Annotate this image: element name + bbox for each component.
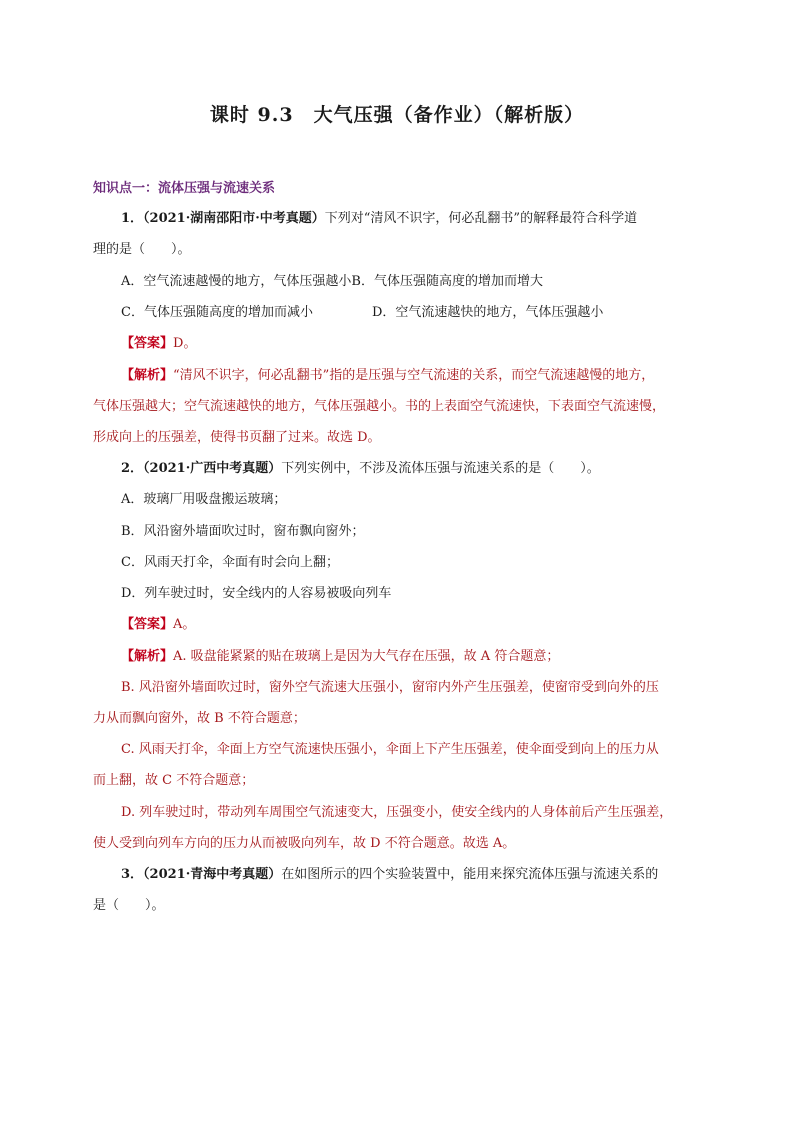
q1-answer-label: 【答案】 <box>121 336 174 351</box>
q3-stem: 在如图所示的四个实验装置中，能用来探究流体压强与流速关系的 <box>281 867 659 882</box>
q2-number: 2． <box>121 461 144 476</box>
q2-analysis-d-line1: D. 列车驶过时，带动列车周围空气流速变大，压强变小，使安全线内的人身体前后产生压强差， <box>121 805 673 820</box>
q1-analysis-text: “清风不识字，何必乱翻书”指的是压强与空气流速的关系，而空气流速越慢的地方， <box>173 368 655 383</box>
q2-source: （2021·广西中考真题） <box>143 461 282 476</box>
q1-options-ab <box>121 270 543 289</box>
q2-analysis-a-text: A. 吸盘能紧紧的贴在玻璃上是因为大气存在压强，故 A 符合题意； <box>173 649 560 664</box>
q1-analysis-line3: 形成向上的压强差，使得书页翻了过来。故选 D。 <box>93 430 381 445</box>
q1-option-d: D．空气流速越快的地方，气体压强越小 <box>372 305 604 320</box>
q1-option-b: B．气体压强随高度的增加而增大 <box>351 274 543 289</box>
q2-option-c: C．风雨天打伞，伞面有时会向上翻； <box>121 555 339 570</box>
q2-option-b: B．风沿窗外墙面吹过时，窗布飘向窗外； <box>121 524 365 539</box>
q1-option-a: A．空气流速越慢的地方，气体压强越小 <box>121 274 352 289</box>
section-heading: 知识点一：流体压强与流速关系 <box>93 181 276 196</box>
q2-analysis-c-line2: 而上翻，故 C 不符合题意； <box>93 773 255 788</box>
q2-answer <box>121 613 195 632</box>
q1-number: 1． <box>121 211 144 226</box>
q1-stem: 下列对“清风不识字，何必乱翻书”的解释最符合科学道 <box>324 211 638 226</box>
q2-analysis-b-line1: B. 风沿窗外墙面吹过时，窗外空气流速大压强小，窗帘内外产生压强差，使窗帘受到向外的压 <box>121 680 659 695</box>
q2-analysis-b-line2: 力从而飘向窗外，故 B 不符合题意； <box>93 711 306 726</box>
q1-option-c: C．气体压强随高度的增加而减小 <box>121 305 313 320</box>
q1-analysis-line1 <box>121 364 654 383</box>
q1-source: （2021·湖南邵阳市·中考真题） <box>143 211 325 226</box>
q2-answer-label: 【答案】 <box>121 617 174 632</box>
q1-analysis-line2: 气体压强越大；空气流速越快的地方，气体压强越小。书的上表面空气流速快，下表面空气流速慢， <box>93 399 666 414</box>
q1-stem-line1 <box>121 207 637 226</box>
q3-number: 3． <box>121 867 144 882</box>
q2-analysis-d-line2: 使人受到向列车方向的压力从而被吸向列车，故 D 不符合题意。故选 A。 <box>93 836 516 851</box>
q2-option-d: D．列车驶过时，安全线内的人容易被吸向列车 <box>121 586 392 601</box>
q2-option-a: A．玻璃厂用吸盘搬运玻璃； <box>121 492 287 507</box>
q2-answer-value: A。 <box>173 617 196 632</box>
q3-source: （2021·青海中考真题） <box>143 867 282 882</box>
q2-stem-text: 下列实例中，不涉及流体压强与流速关系的是（ ）。 <box>281 461 600 476</box>
q3-stem-line1 <box>121 863 658 882</box>
page-title: 课时 9.3 大气压强（备作业）（解析版） <box>209 104 585 126</box>
q1-stem-line2: 理的是（ ）。 <box>93 242 191 257</box>
q1-answer-value: D。 <box>173 336 197 351</box>
q2-analysis-c-line1: C. 风雨天打伞，伞面上方空气流速快压强小，伞面上下产生压强差，使伞面受到向上的压力从 <box>121 742 659 757</box>
q1-answer <box>121 332 196 351</box>
q1-analysis-label: 【解析】 <box>121 368 174 383</box>
q3-stem-line2: 是（ ）。 <box>93 898 165 913</box>
q2-stem <box>121 457 600 476</box>
q2-analysis-a <box>121 645 559 664</box>
q2-analysis-label: 【解析】 <box>121 649 174 664</box>
